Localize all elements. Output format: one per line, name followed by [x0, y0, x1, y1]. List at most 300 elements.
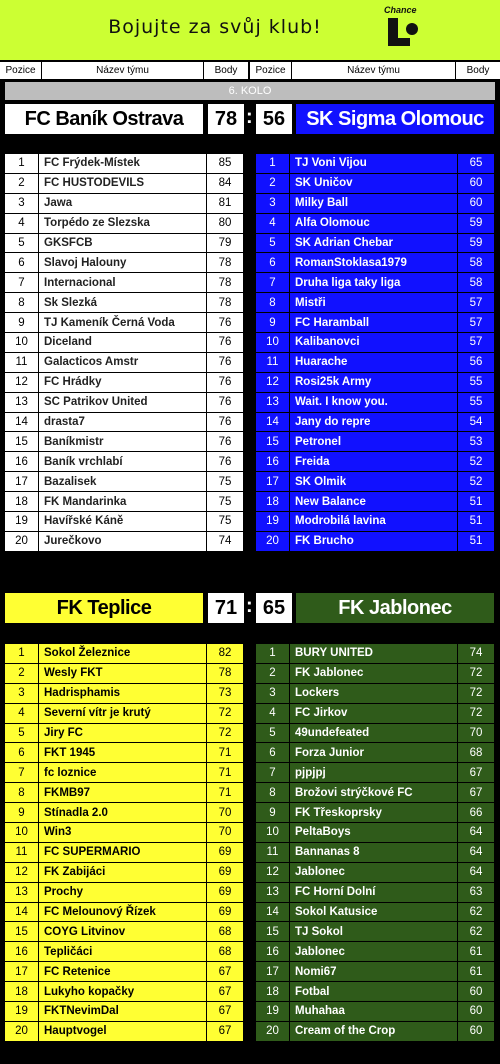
rank-cell: 18 — [256, 982, 290, 1001]
home-team-name: FC Baník Ostrava — [5, 104, 203, 134]
points-cell: 60 — [469, 1005, 483, 1018]
table-row — [5, 903, 243, 923]
table-row — [256, 863, 494, 883]
rank-cell: 7 — [5, 273, 39, 292]
rank-cell: 2 — [5, 664, 39, 683]
points-cell: 68 — [218, 945, 232, 958]
points-cell: 73 — [218, 687, 232, 700]
team-name-cell: Baníkmistr — [39, 432, 207, 451]
table-row — [5, 492, 243, 512]
points-cell: 60 — [469, 985, 483, 998]
score-separator: : — [246, 595, 253, 617]
team-name-cell: Hadrisphamis — [39, 684, 207, 703]
rank-cell: 11 — [5, 843, 39, 862]
table-row — [5, 432, 243, 452]
team-name-cell: Druha liga taky liga — [290, 273, 458, 292]
rank-cell: 8 — [256, 293, 290, 312]
header-pts: Body — [214, 65, 238, 76]
banner-slogan: Bojujte za svůj klub! — [108, 16, 322, 38]
table-row — [256, 644, 494, 664]
table-row — [5, 982, 243, 1002]
rank-cell: 19 — [256, 1002, 290, 1021]
points-cell: 72 — [469, 707, 483, 720]
team-name-cell: FK Třeskoprsky — [290, 803, 458, 822]
table-row — [256, 234, 494, 254]
points-cell: 67 — [218, 1005, 232, 1018]
rank-cell: 7 — [5, 763, 39, 782]
team-name-cell: SK Uničov — [290, 174, 458, 193]
rank-cell: 4 — [5, 704, 39, 723]
team-name-cell: 49undefeated — [290, 724, 458, 743]
table-row — [256, 1002, 494, 1022]
team-name-cell: FC SUPERMARIO — [39, 843, 207, 862]
rank-cell: 14 — [5, 903, 39, 922]
points-cell: 71 — [218, 786, 232, 799]
rank-cell: 10 — [5, 333, 39, 352]
table-row — [5, 174, 243, 194]
team-name-cell: FK Brucho — [290, 532, 458, 551]
team-name-cell: TJ Sokol — [290, 922, 458, 941]
table-row — [256, 353, 494, 373]
rank-cell: 16 — [256, 452, 290, 471]
points-cell: 81 — [218, 197, 232, 210]
team-name-cell: FC Melounový Řízek — [39, 903, 207, 922]
team-name-cell: FC Jirkov — [290, 704, 458, 723]
points-cell: 59 — [469, 217, 483, 230]
table-row — [5, 512, 243, 532]
rank-cell: 6 — [5, 253, 39, 272]
table-row — [256, 293, 494, 313]
table-row — [256, 962, 494, 982]
table-row — [5, 1022, 243, 1042]
team-name-cell: FC Frýdek-Místek — [39, 154, 207, 173]
home-team-name: FK Teplice — [5, 593, 203, 623]
points-cell: 55 — [469, 376, 483, 389]
team-name-cell: Severní vítr je krutý — [39, 704, 207, 723]
rank-cell: 17 — [256, 472, 290, 491]
team-name-cell: SK Olmik — [290, 472, 458, 491]
team-name-cell: Tepličáci — [39, 942, 207, 961]
team-name-cell: Alfa Olomouc — [290, 214, 458, 233]
header-pos: Pozice — [250, 62, 292, 79]
team-name-cell: SC Patrikov United — [39, 393, 207, 412]
table-row — [5, 214, 243, 234]
team-name-cell: TJ Kameník Černá Voda — [39, 313, 207, 332]
points-cell: 76 — [218, 336, 232, 349]
team-name-cell: FK Zabijáci — [39, 863, 207, 882]
table-row — [256, 724, 494, 744]
points-cell: 57 — [469, 296, 483, 309]
team-name-cell: Freida — [290, 452, 458, 471]
rank-cell: 15 — [5, 432, 39, 451]
team-name-cell: Petronel — [290, 432, 458, 451]
rank-cell: 16 — [5, 452, 39, 471]
table-row — [5, 253, 243, 273]
rank-cell: 4 — [256, 214, 290, 233]
rank-cell: 12 — [5, 373, 39, 392]
rank-cell: 6 — [256, 253, 290, 272]
logo-wordmark: Chance — [384, 5, 417, 15]
team-name-cell: Bazalisek — [39, 472, 207, 491]
right-column-headers — [250, 62, 500, 79]
table-row — [256, 942, 494, 962]
header-name: Název týmu — [42, 62, 204, 79]
rank-cell: 6 — [256, 743, 290, 762]
points-cell: 51 — [469, 535, 483, 548]
team-name-cell: Jiry FC — [39, 724, 207, 743]
rank-cell: 3 — [5, 684, 39, 703]
team-name-cell: Prochy — [39, 883, 207, 902]
rank-cell: 5 — [5, 234, 39, 253]
rank-cell: 15 — [256, 432, 290, 451]
table-row — [5, 353, 243, 373]
points-cell: 76 — [218, 455, 232, 468]
table-row — [5, 863, 243, 883]
team-name-cell: Baník vrchlabí — [39, 452, 207, 471]
rank-cell: 3 — [256, 684, 290, 703]
rank-cell: 2 — [256, 664, 290, 683]
table-row — [256, 333, 494, 353]
table-row — [256, 883, 494, 903]
header-name: Název týmu — [292, 62, 456, 79]
points-cell: 72 — [218, 727, 232, 739]
left-column-headers — [0, 62, 248, 79]
rank-cell: 15 — [5, 922, 39, 941]
table-row — [5, 273, 243, 293]
table-row — [5, 724, 243, 744]
team-name-cell: Milky Ball — [290, 194, 458, 213]
team-name-cell: Mistři — [290, 293, 458, 312]
points-cell: 56 — [469, 356, 483, 369]
team-name-cell: Lukyho kopačky — [39, 982, 207, 1001]
points-cell: 58 — [469, 256, 483, 269]
points-cell: 51 — [469, 515, 483, 528]
team-name-cell: FC Hrádky — [39, 373, 207, 392]
points-cell: 53 — [469, 435, 483, 448]
rank-cell: 7 — [256, 273, 290, 292]
rank-cell: 2 — [5, 174, 39, 193]
points-cell: 84 — [218, 177, 232, 190]
table-row — [256, 743, 494, 763]
points-cell: 60 — [469, 197, 483, 210]
table-row — [5, 644, 243, 664]
team-name-cell: Brožovi strýčkové FC — [290, 783, 458, 802]
rank-cell: 1 — [5, 644, 39, 663]
table-row — [5, 883, 243, 903]
rank-cell: 12 — [5, 863, 39, 882]
rank-cell: 8 — [256, 783, 290, 802]
points-cell: 68 — [469, 746, 483, 759]
table-row — [5, 234, 243, 254]
points-cell: 58 — [469, 276, 483, 289]
team-name-cell: FC Retenice — [39, 962, 207, 981]
team-name-cell: Win3 — [39, 823, 207, 842]
table-row — [256, 452, 494, 472]
header-pos: Pozice — [0, 62, 42, 79]
points-cell: 69 — [218, 866, 232, 879]
points-cell: 61 — [469, 945, 483, 958]
points-cell: 64 — [469, 826, 483, 839]
table-row — [256, 194, 494, 214]
table-row — [256, 763, 494, 783]
table-row — [5, 962, 243, 982]
rank-cell: 7 — [256, 763, 290, 782]
team-name-cell: BURY UNITED — [290, 644, 458, 663]
top-banner — [0, 0, 500, 60]
home-standings-table — [5, 154, 243, 552]
rank-cell: 13 — [256, 393, 290, 412]
points-cell: 59 — [469, 237, 483, 249]
points-cell: 71 — [218, 746, 232, 759]
rank-cell: 11 — [256, 843, 290, 862]
rank-cell: 3 — [5, 194, 39, 213]
team-name-cell: Fotbal — [290, 982, 458, 1001]
team-name-cell: PeltaBoys — [290, 823, 458, 842]
points-cell: 69 — [218, 846, 232, 859]
points-cell: 76 — [218, 316, 232, 329]
rank-cell: 2 — [256, 174, 290, 193]
table-row — [5, 803, 243, 823]
rank-cell: 13 — [5, 883, 39, 902]
rank-cell: 10 — [5, 823, 39, 842]
team-name-cell: Wait. I know you. — [290, 393, 458, 412]
rank-cell: 3 — [256, 194, 290, 213]
rank-cell: 9 — [5, 803, 39, 822]
points-cell: 64 — [469, 846, 483, 859]
points-cell: 57 — [469, 316, 483, 329]
team-name-cell: SK Adrian Chebar — [290, 234, 458, 253]
team-name-cell: Jurečkovo — [39, 532, 207, 551]
rank-cell: 20 — [5, 532, 39, 551]
rank-cell: 16 — [5, 942, 39, 961]
points-cell: 67 — [218, 985, 232, 998]
rank-cell: 12 — [256, 373, 290, 392]
team-name-cell: Forza Junior — [290, 743, 458, 762]
header-pts: Body — [466, 65, 490, 76]
points-cell: 79 — [218, 237, 232, 249]
rank-cell: 5 — [256, 724, 290, 743]
rank-cell: 5 — [256, 234, 290, 253]
rank-cell: 10 — [256, 823, 290, 842]
table-row — [256, 982, 494, 1002]
points-cell: 70 — [469, 727, 483, 739]
team-name-cell: Nomi67 — [290, 962, 458, 981]
away-team-name: FK Jablonec — [296, 593, 494, 623]
table-row — [5, 684, 243, 704]
home-standings-table — [5, 644, 243, 1042]
team-name-cell: Havířské Káně — [39, 512, 207, 531]
table-row — [5, 313, 243, 333]
rank-cell: 19 — [5, 512, 39, 531]
points-cell: 69 — [218, 886, 232, 899]
table-row — [256, 373, 494, 393]
score-separator: : — [246, 106, 253, 128]
team-name-cell: Huarache — [290, 353, 458, 372]
table-row — [5, 333, 243, 353]
team-name-cell: Jawa — [39, 194, 207, 213]
team-name-cell: pjpjpj — [290, 763, 458, 782]
team-name-cell: RomanStoklasa1979 — [290, 253, 458, 272]
team-name-cell: FC HUSTODEVILS — [39, 174, 207, 193]
points-cell: 62 — [469, 906, 483, 919]
team-name-cell: FC Horní Dolní — [290, 883, 458, 902]
rank-cell: 14 — [256, 413, 290, 432]
rank-cell: 17 — [5, 472, 39, 491]
team-name-cell: Jany do repre — [290, 413, 458, 432]
team-name-cell: Wesly FKT — [39, 664, 207, 683]
table-row — [256, 684, 494, 704]
rank-cell: 1 — [256, 154, 290, 173]
rank-cell: 8 — [5, 783, 39, 802]
team-name-cell: Slavoj Halouny — [39, 253, 207, 272]
table-row — [5, 452, 243, 472]
team-name-cell: drasta7 — [39, 413, 207, 432]
points-cell: 71 — [218, 766, 232, 779]
table-row — [256, 783, 494, 803]
table-row — [256, 843, 494, 863]
team-name-cell: FC Haramball — [290, 313, 458, 332]
rank-cell: 13 — [256, 883, 290, 902]
table-row — [256, 532, 494, 552]
round-label: 6. KOLO — [5, 82, 495, 100]
rank-cell: 19 — [256, 512, 290, 531]
points-cell: 75 — [218, 515, 232, 528]
table-row — [5, 154, 243, 174]
points-cell: 57 — [469, 336, 483, 349]
team-name-cell: Jablonec — [290, 863, 458, 882]
points-cell: 85 — [218, 157, 232, 170]
rank-cell: 20 — [5, 1022, 39, 1041]
rank-cell: 19 — [5, 1002, 39, 1021]
chance-logo-icon — [384, 5, 424, 53]
table-row — [256, 1022, 494, 1042]
team-name-cell: FK Mandarinka — [39, 492, 207, 511]
rank-cell: 9 — [256, 313, 290, 332]
team-name-cell: Diceland — [39, 333, 207, 352]
team-name-cell: New Balance — [290, 492, 458, 511]
table-row — [256, 803, 494, 823]
team-name-cell: Cream of the Crop — [290, 1022, 458, 1041]
team-name-cell: COYG Litvinov — [39, 922, 207, 941]
points-cell: 74 — [469, 647, 483, 660]
team-name-cell: Galacticos Amstr — [39, 353, 207, 372]
points-cell: 75 — [218, 495, 232, 508]
points-cell: 74 — [218, 535, 232, 548]
table-row — [5, 293, 243, 313]
points-cell: 78 — [218, 276, 232, 289]
points-cell: 68 — [218, 925, 232, 938]
rank-cell: 1 — [256, 644, 290, 663]
points-cell: 67 — [218, 1025, 232, 1038]
points-cell: 72 — [218, 707, 232, 720]
rank-cell: 6 — [5, 743, 39, 762]
points-cell: 51 — [469, 495, 483, 508]
team-name-cell: TJ Voni Vijou — [290, 154, 458, 173]
table-row — [256, 922, 494, 942]
points-cell: 80 — [218, 217, 232, 230]
home-team-score: 71 — [208, 593, 244, 623]
rank-cell: 9 — [256, 803, 290, 822]
points-cell: 76 — [218, 435, 232, 448]
rank-cell: 4 — [256, 704, 290, 723]
rank-cell: 14 — [256, 903, 290, 922]
team-name-cell: FKTNevimDal — [39, 1002, 207, 1021]
team-name-cell: Lockers — [290, 684, 458, 703]
table-row — [256, 903, 494, 923]
points-cell: 55 — [469, 396, 483, 409]
table-row — [256, 154, 494, 174]
team-name-cell: Kalibanovci — [290, 333, 458, 352]
table-row — [5, 763, 243, 783]
team-name-cell: Modrobilá lavina — [290, 512, 458, 531]
table-row — [256, 664, 494, 684]
team-name-cell: Bannanas 8 — [290, 843, 458, 862]
team-name-cell: Stínadla 2.0 — [39, 803, 207, 822]
points-cell: 67 — [218, 965, 232, 978]
table-row — [256, 393, 494, 413]
table-row — [256, 432, 494, 452]
table-row — [5, 743, 243, 763]
table-row — [256, 512, 494, 532]
points-cell: 60 — [469, 177, 483, 190]
table-row — [5, 393, 243, 413]
away-team-name: SK Sigma Olomouc — [296, 104, 494, 134]
points-cell: 60 — [469, 1025, 483, 1038]
rank-cell: 14 — [5, 413, 39, 432]
table-row — [256, 273, 494, 293]
table-row — [256, 704, 494, 724]
points-cell: 76 — [218, 396, 232, 409]
points-cell: 78 — [218, 667, 232, 680]
rank-cell: 10 — [256, 333, 290, 352]
points-cell: 76 — [218, 356, 232, 369]
team-name-cell: Sk Slezká — [39, 293, 207, 312]
rank-cell: 20 — [256, 1022, 290, 1041]
table-row — [5, 532, 243, 552]
table-row — [256, 413, 494, 433]
points-cell: 54 — [469, 416, 483, 429]
points-cell: 76 — [218, 376, 232, 389]
rank-cell: 9 — [5, 313, 39, 332]
team-name-cell: Sokol Katusice — [290, 903, 458, 922]
table-row — [256, 472, 494, 492]
points-cell: 70 — [218, 826, 232, 839]
team-name-cell: fc loznice — [39, 763, 207, 782]
points-cell: 61 — [469, 965, 483, 978]
team-name-cell: Muhahaa — [290, 1002, 458, 1021]
team-name-cell: Jablonec — [290, 942, 458, 961]
away-standings-table — [256, 154, 494, 552]
table-row — [256, 253, 494, 273]
rank-cell: 8 — [5, 293, 39, 312]
rank-cell: 16 — [256, 942, 290, 961]
points-cell: 62 — [469, 925, 483, 938]
rank-cell: 15 — [256, 922, 290, 941]
points-cell: 72 — [469, 667, 483, 680]
rank-cell: 12 — [256, 863, 290, 882]
points-cell: 65 — [469, 157, 483, 170]
rank-cell: 13 — [5, 393, 39, 412]
points-cell: 63 — [469, 886, 483, 899]
team-name-cell: FKMB97 — [39, 783, 207, 802]
points-cell: 66 — [469, 806, 483, 819]
points-cell: 82 — [218, 647, 232, 660]
rank-cell: 18 — [5, 492, 39, 511]
table-row — [5, 823, 243, 843]
points-cell: 78 — [218, 296, 232, 309]
home-team-score: 78 — [208, 104, 244, 134]
points-cell: 75 — [218, 475, 232, 488]
